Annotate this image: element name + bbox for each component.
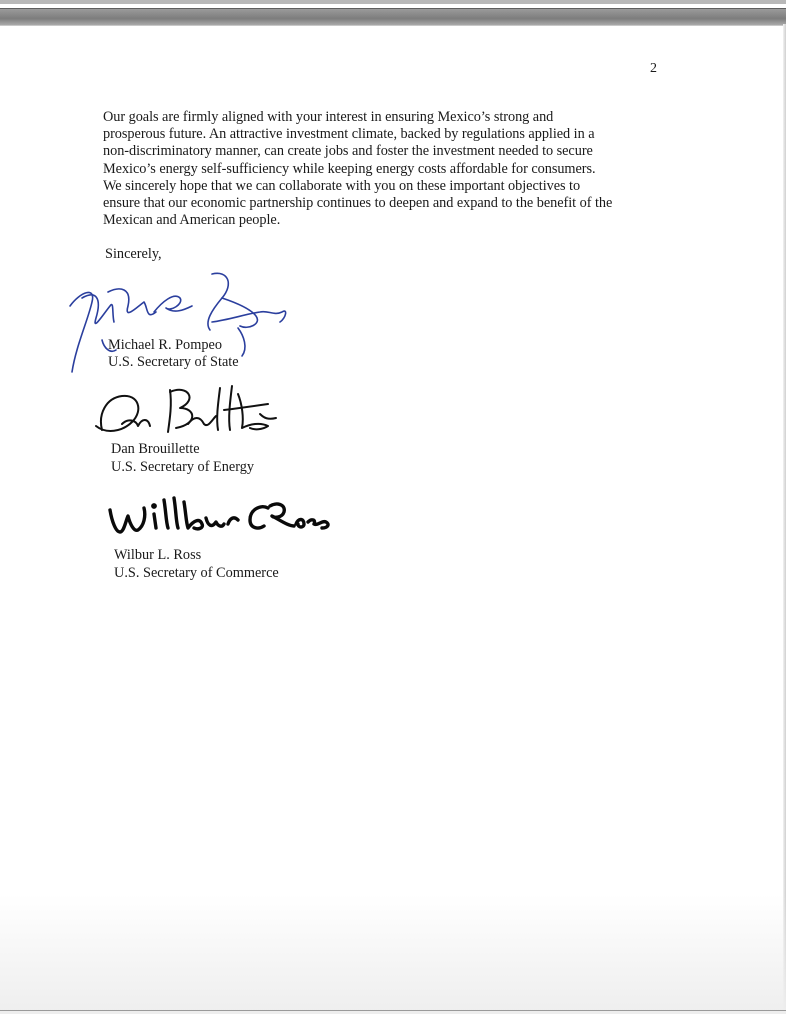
signer-title-ross: U.S. Secretary of Commerce [114,565,279,581]
signer-name-pompeo: Michael R. Pompeo [108,337,222,353]
signer-name-ross: Wilbur L. Ross [114,547,202,563]
viewer-toolbar-strip [0,8,786,26]
signer-name-brouillette: Dan Brouillette [111,441,200,457]
letter-body-paragraph: Our goals are firmly aligned with your interest in ensuring Mexico’s strong and prosperous future. An attractive investment climate, backed by regulations applied in a non-discriminatory manner, can create jobs and foster the investment needed to secure Mexico’s energy self-sufficiency while keeping energy costs affordable for consumers. We sincerely hope that we can collaborate with you on these important objectives to ensure that our economic partnership continues to deepen and expand to the benefit of the Mexican and American people. [103,109,613,229]
page-number: 2 [650,61,657,76]
signature-ross [104,494,336,538]
signer-title-brouillette: U.S. Secretary of Energy [111,459,255,475]
page-bottom-shadow [0,894,786,1014]
signature-brouillette [92,384,282,440]
signer-title-pompeo: U.S. Secretary of State [108,354,239,370]
page-bottom-border [0,1010,786,1011]
viewer-top-border [0,0,786,4]
letter-closing: Sincerely, [105,246,162,262]
